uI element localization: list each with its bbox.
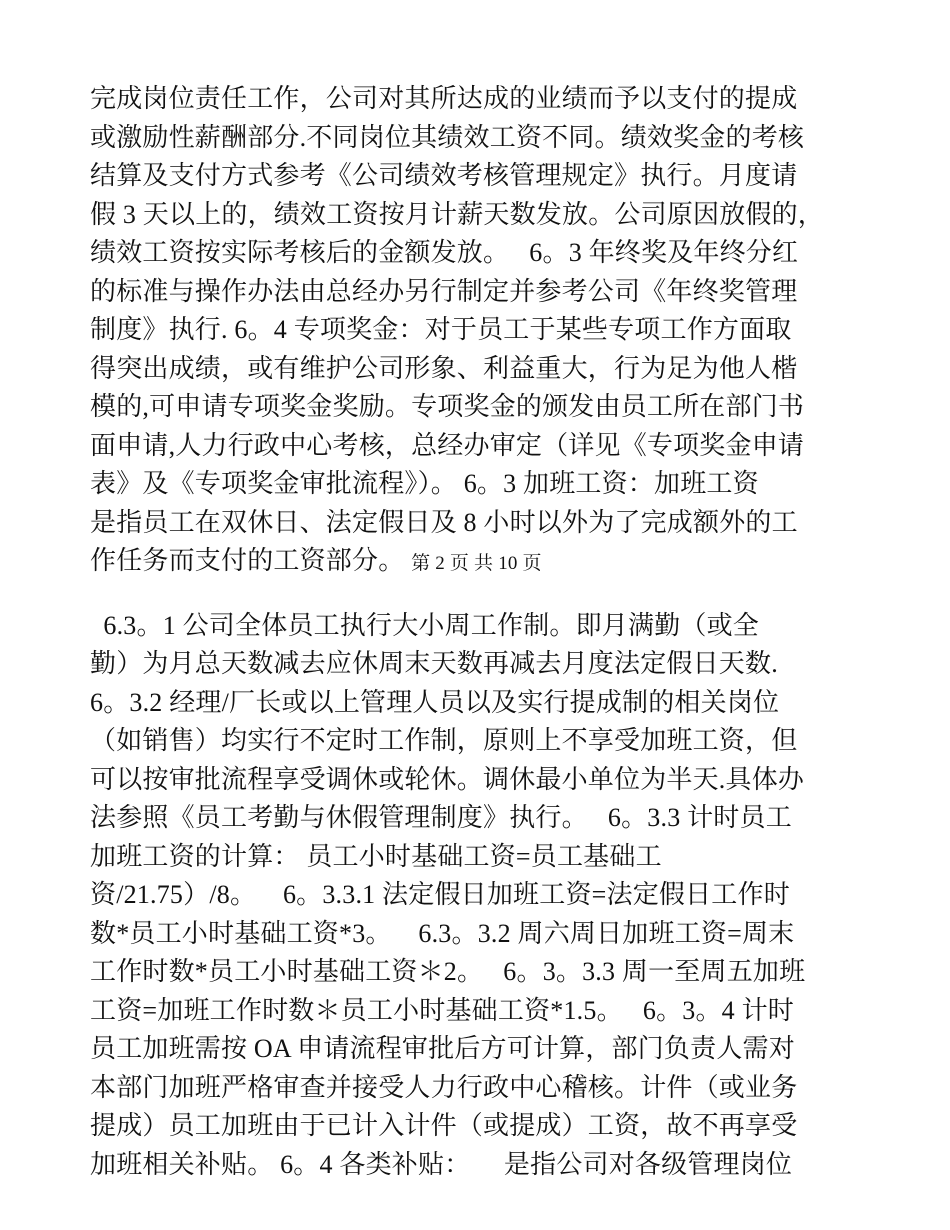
text-line: 完成岗位责任工作，公司对其所达成的业绩而予以支付的提成 — [90, 84, 798, 113]
text-line: 可以按审批流程享受调休或轮休。调休最小单位为半天.具体办 — [90, 764, 805, 794]
paragraph-salary-bonus — [90, 80, 860, 584]
text-line: 资/21.75）/8。 6。3.3.1 法定假日加班工资=法定假日工作时 — [90, 880, 790, 909]
text-line: 模的,可申请专项奖金奖励。专项奖金的颁发由员工所在部门书 — [90, 392, 805, 421]
text-line-end: 作任务而支付的工资部分。 — [90, 546, 405, 575]
page-number-footer: 第 2 页 共 10 页 — [411, 553, 542, 574]
text-line: 得突出成绩，或有维护公司形象、利益重大，行为足为他人楷 — [90, 353, 798, 383]
text-line: 勤）为月总天数减去应休周末天数再减去月度法定假日天数. — [90, 649, 778, 678]
text-line-with-footer — [90, 542, 860, 584]
text-line: 假 3 天以上的，绩效工资按月计薪天数发放。公司原因放假的， — [90, 199, 825, 229]
text-line: 提成）员工加班由于已计入计件（或提成）工资，故不再享受 — [90, 1111, 798, 1140]
text-line: 表》及《专项奖金审批流程》）。 6。3 加班工资：加班工资 — [90, 469, 759, 498]
text-line: 6。3.2 经理/厂长或以上管理人员以及实行提成制的相关岗位 — [90, 687, 780, 717]
text-line: 加班相关补贴。 6。4 各类补贴： 是指公司对各级管理岗位 — [90, 1149, 793, 1179]
paragraph-spacer — [90, 584, 860, 607]
text-line: （如销售）均实行不定时工作制，原则上不享受加班工资，但 — [90, 726, 798, 755]
text-line: 数*员工小时基础工资*3。 6.3。3.2 周六周日加班工资=周末 — [90, 918, 795, 948]
text-line: 6.3。1 公司全体员工执行大小周工作制。即月满勤（或全 — [90, 610, 760, 640]
text-line: 面申请,人力行政中心考核，总经办审定（详见《专项奖金申请 — [90, 430, 805, 460]
text-line: 员工加班需按 OA 申请流程审批后方可计算，部门负责人需对 — [90, 1034, 795, 1063]
text-line: 是指员工在双休日、法定假日及 8 小时以外为了完成额外的工 — [90, 507, 798, 537]
text-line: 的标准与操作办法由总经办另行制定并参考公司《年终奖管理 — [90, 276, 798, 306]
document-page — [90, 80, 860, 1184]
text-line: 绩效工资按实际考核后的金额发放。 6。3 年终奖及年终分红 — [90, 238, 799, 267]
text-line: 结算及支付方式参考《公司绩效考核管理规定》执行。月度请 — [90, 161, 798, 190]
text-line: 法参照《员工考勤与休假管理制度》执行。 6。3.3 计时员工 — [90, 803, 792, 832]
text-line: 工作时数*员工小时基础工资＊2。 6。3。3.3 周一至周五加班 — [90, 957, 806, 986]
text-line: 或激励性薪酬部分.不同岗位其绩效工资不同。绩效奖金的考核 — [90, 122, 805, 152]
paragraph-overtime-rules — [90, 607, 860, 1185]
text-line: 制度》执行. 6。4 专项奖金：对于员工于某些专项工作方面取 — [90, 315, 792, 344]
text-line: 工资=加班工作时数＊员工小时基础工资*1.5。 6。3。4 计时 — [90, 995, 794, 1025]
text-line: 本部门加班严格审查并接受人力行政中心稽核。计件（或业务 — [90, 1072, 798, 1102]
text-line: 加班工资的计算： 员工小时基础工资=员工基础工 — [90, 841, 662, 871]
